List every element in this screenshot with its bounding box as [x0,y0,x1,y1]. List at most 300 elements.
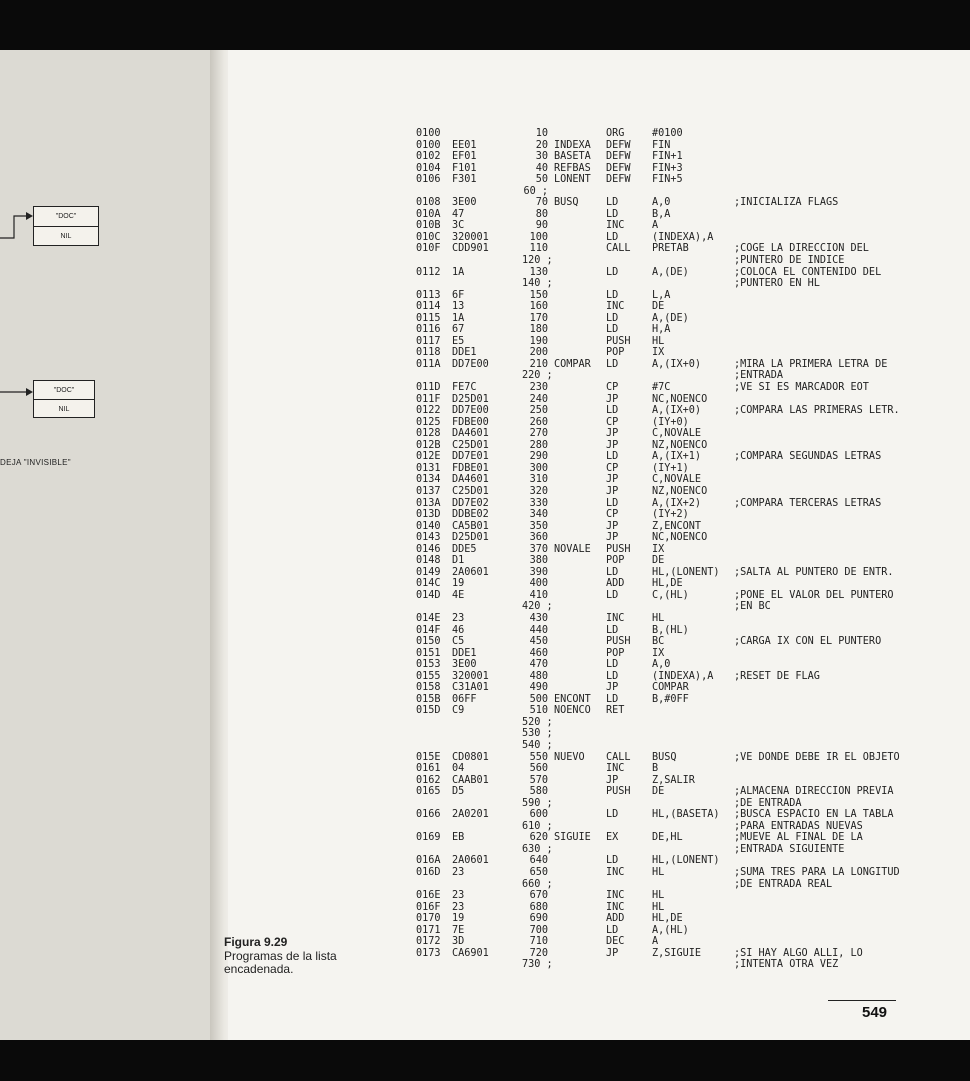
listing-line-number: 470 [529,659,548,671]
listing-comment: ;COLOCA EL CONTENIDO DEL [734,266,882,278]
listing-machine-code: CA6901 [452,947,489,959]
listing-line-number: 720 [529,947,548,959]
listing-opcode: RET [606,705,625,717]
listing-machine-code: E5 [452,335,465,347]
listing-opcode: DEFW [606,151,631,163]
listing-line-number: 70 [535,197,548,209]
listing-machine-code: 3E00 [452,659,477,671]
listing-operand: A,(DE) [652,312,689,324]
listing-operand: DE [652,301,665,313]
listing-machine-code: 04 [452,763,465,775]
listing-line-number: 650 [529,867,548,878]
listing-line-number: 120 ; [522,255,553,267]
listing-address: 0155 [416,670,441,682]
listing-line-number: 670 [529,890,548,902]
listing-machine-code: 47 [452,208,465,220]
listing-machine-code: FDBE00 [452,416,489,428]
listing-line-number: 30 [535,151,548,163]
listing-line-number: 680 [529,901,548,913]
listing-machine-code: 67 [452,324,465,336]
listing-opcode: LD [606,405,619,417]
listing-machine-code: 46 [452,624,465,636]
listing-opcode: ADD [606,578,625,590]
listing-address: 0172 [416,936,441,948]
listing-opcode: LD [606,809,619,821]
listing-operand: DE [652,786,665,798]
listing-machine-code: 23 [452,890,465,902]
listing-opcode: LD [606,324,619,336]
listing-comment: ;INTENTA OTRA VEZ [734,959,839,971]
listing-comment: ;PUNTERO DE INDICE [734,255,845,267]
listing-machine-code: FE7C [452,382,477,394]
listing-line-number: 500 [529,693,548,705]
listing-operand: HL,DE [652,913,683,925]
listing-machine-code: 3D [452,936,465,948]
listing-comment: ;INICIALIZA FLAGS [734,197,839,209]
listing-address: 0151 [416,647,441,659]
listing-line-number: 60 ; [523,185,548,197]
listing-address: 016E [416,890,441,902]
listing-operand: A,(HL) [652,924,689,936]
listing-opcode: CP [606,416,619,428]
listing-operand: B,A [652,208,671,220]
node-value-cell: "DOC" [55,213,77,220]
listing-address: 0137 [416,485,441,497]
listing-machine-code: 1A [452,266,465,278]
listing-operand: HL [652,612,665,624]
listing-operand: A,0 [652,197,671,209]
listing-machine-code: 6F [452,289,465,301]
listing-opcode: CP [606,382,619,394]
listing-opcode: LD [606,624,619,636]
listing-machine-code: F101 [452,162,477,174]
listing-operand: HL,DE [652,578,683,590]
listing-label: INDEXA [554,139,591,151]
listing-operand: #7C [652,382,671,394]
listing-address: 014C [416,578,441,590]
listing-opcode: JP [606,520,619,532]
listing-machine-code: CD0801 [452,751,489,763]
listing-operand: COMPAR [652,682,689,694]
listing-opcode: DEFW [606,162,631,174]
listing-machine-code: 3E00 [452,197,477,209]
listing-opcode: JP [606,485,619,497]
listing-opcode: EX [606,832,619,844]
listing-opcode: PUSH [606,335,631,347]
listing-machine-code: C5 [452,636,465,648]
listing-address: 0153 [416,659,441,671]
listing-machine-code: 2A0601 [452,855,489,867]
listing-operand: DE [652,555,665,567]
listing-line-number: 230 [529,382,548,394]
linked-list-diagram [0,50,222,1040]
listing-line-number: 10 [535,128,548,139]
listing-comment: ;PARA ENTRADAS NUEVAS [734,820,863,832]
listing-line-number: 530 ; [522,728,553,740]
listing-line-number: 480 [529,670,548,682]
listing-opcode: PUSH [606,543,631,555]
listing-line-number: 170 [529,312,548,324]
listing-comment: ;COMPARA LAS PRIMERAS LETR. [734,405,900,417]
listing-opcode: LD [606,451,619,463]
listing-machine-code: D1 [452,555,465,567]
listing-machine-code: DDE1 [452,347,477,359]
listing-address: 0104 [416,162,441,174]
listing-line-number: 140 ; [522,278,553,290]
listing-line-number: 360 [529,532,548,544]
listing-address: 016A [416,855,441,867]
listing-operand: H,A [652,324,671,336]
listing-opcode: LD [606,670,619,682]
listing-opcode: PUSH [606,786,631,798]
listing-opcode: INC [606,301,625,313]
listing-opcode: CALL [606,243,631,255]
listing-line-number: 90 [535,220,548,232]
listing-opcode: JP [606,682,619,694]
listing-label: COMPAR [554,358,591,370]
listing-line-number: 40 [535,162,548,174]
listing-line-number: 20 [535,139,548,151]
listing-opcode: LD [606,358,619,370]
listing-address: 0116 [416,324,441,336]
listing-address: 0125 [416,416,441,428]
listing-address: 0117 [416,335,441,347]
listing-line-number: 730 ; [522,959,553,971]
listing-opcode: LD [606,659,619,671]
listing-address: 0102 [416,151,441,163]
figure-title: Figura 9.29 [224,935,288,949]
listing-machine-code: EF01 [452,151,477,163]
listing-comment: ;COGE LA DIRECCION DEL [734,243,869,255]
listing-machine-code: 06FF [452,693,477,705]
listing-address: 0149 [416,566,441,578]
listing-machine-code: 320001 [452,231,489,243]
listing-machine-code: 19 [452,578,465,590]
listing-address: 015D [416,705,441,717]
listing-machine-code: 320001 [452,670,489,682]
listing-machine-code: D25D01 [452,532,489,544]
listing-address: 010B [416,220,441,232]
listing-comment: ;SUMA TRES PARA LA LONGITUD [734,867,900,878]
listing-operand: A,0 [652,659,671,671]
listing-machine-code: CDD901 [452,243,489,255]
listing-comment: ;PUNTERO EN HL [734,278,820,290]
listing-address: 0100 [416,128,441,139]
listing-line-number: 100 [529,231,548,243]
listing-address: 015B [416,693,441,705]
page-number: 549 [862,1004,888,1021]
listing-operand: B [652,763,659,775]
listing-operand: A [652,220,659,232]
right-page [228,50,970,1040]
listing-operand: Z,SIGUIE [652,947,702,959]
listing-label: REFBAS [554,162,591,174]
listing-address: 010C [416,231,441,243]
listing-operand: NC,NOENCO [652,532,708,544]
listing-address: 014E [416,612,441,624]
listing-line-number: 640 [529,855,548,867]
listing-label: LONENT [554,174,591,186]
listing-operand: A [652,936,659,948]
listing-opcode: JP [606,439,619,451]
listing-line-number: 50 [535,174,548,186]
listing-line-number: 630 ; [522,843,553,855]
listing-operand: BC [652,636,665,648]
listing-machine-code: DD7E00 [452,358,489,370]
listing-machine-code: EB [452,832,465,844]
listing-address: 0113 [416,289,441,301]
listing-operand: HL,(BASETA) [652,809,720,821]
listing-opcode: LD [606,497,619,509]
listing-machine-code: 23 [452,612,465,624]
listing-machine-code: DD7E01 [452,451,489,463]
listing-line-number: 700 [529,924,548,936]
listing-machine-code: D25D01 [452,393,489,405]
listing-opcode: CP [606,462,619,474]
listing-machine-code: CA5B01 [452,520,489,532]
listing-line-number: 710 [529,936,548,948]
listing-label: ENCONT [554,693,591,705]
listing-comment: ;RESET DE FLAG [734,670,820,682]
listing-comment: ;DE ENTRADA REAL [734,878,833,890]
listing-machine-code: DDBE02 [452,509,489,521]
listing-address: 0162 [416,774,441,786]
listing-address: 0134 [416,474,441,486]
listing-comment: ;VE SI ES MARCADOR EOT [734,382,869,394]
listing-line-number: 150 [529,289,548,301]
listing-address: 0150 [416,636,441,648]
listing-line-number: 180 [529,324,548,336]
listing-machine-code: DDE5 [452,543,477,555]
listing-operand: (IY+0) [652,416,689,428]
listing-address: 015E [416,751,441,763]
listing-opcode: JP [606,532,619,544]
listing-line-number: 490 [529,682,548,694]
listing-label: NOVALE [554,543,591,555]
listing-opcode: LD [606,589,619,601]
listing-machine-code: EE01 [452,139,477,151]
listing-address: 0166 [416,809,441,821]
figure-description: Programas de la lista encadenada. [224,948,337,976]
listing-address: 012B [416,439,441,451]
listing-comment: ;DE ENTRADA [734,797,802,809]
listing-comment: ;ALMACENA DIRECCION PREVIA [734,786,894,798]
listing-line-number: 590 ; [522,797,553,809]
listing-line-number: 600 [529,809,548,821]
listing-operand: PRETAB [652,243,689,255]
listing-label: NUEVO [554,751,585,763]
listing-comment: ;COMPARA TERCERAS LETRAS [734,497,882,509]
listing-address: 0148 [416,555,441,567]
listing-operand: HL [652,901,665,913]
listing-opcode: INC [606,612,625,624]
listing-address: 0106 [416,174,441,186]
listing-opcode: ORG [606,128,625,139]
listing-opcode: JP [606,947,619,959]
listing-operand: B,#0FF [652,693,689,705]
listing-line-number: 240 [529,393,548,405]
listing-address: 0146 [416,543,441,555]
listing-operand: Z,SALIR [652,774,695,786]
listing-line-number: 80 [535,208,548,220]
listing-line-number: 520 ; [522,716,553,728]
listing-opcode: DEFW [606,174,631,186]
listing-address: 010F [416,243,441,255]
listing-operand: C,NOVALE [652,428,702,440]
listing-machine-code: C25D01 [452,485,489,497]
listing-operand: A,(IX+0) [652,358,702,370]
figure-caption [224,936,394,977]
listing-line-number: 390 [529,566,548,578]
listing-machine-code: CAAB01 [452,774,489,786]
listing-opcode: JP [606,428,619,440]
listing-opcode: JP [606,393,619,405]
listing-operand: HL,(LONENT) [652,566,720,578]
listing-machine-code: 4E [452,589,465,601]
listing-operand: L,A [652,289,671,301]
listing-operand: #0100 [652,128,683,139]
listing-operand: FIN+1 [652,151,683,163]
listing-operand: (IY+1) [652,462,689,474]
listing-opcode: LD [606,197,619,209]
listing-machine-code: F301 [452,174,477,186]
listing-operand: C,NOVALE [652,474,702,486]
listing-address: 016F [416,901,441,913]
listing-opcode: PUSH [606,636,631,648]
listing-line-number: 220 ; [522,370,553,382]
listing-machine-code: 2A0601 [452,566,489,578]
left-page [0,50,222,1040]
listing-operand: NZ,NOENCO [652,439,708,451]
listing-operand: HL [652,890,665,902]
listing-operand: FIN+3 [652,162,683,174]
listing-address: 0140 [416,520,441,532]
listing-address: 0112 [416,266,441,278]
listing-opcode: INC [606,220,625,232]
listing-opcode: LD [606,266,619,278]
listing-address: 0143 [416,532,441,544]
listing-comment: ;COMPARA SEGUNDAS LETRAS [734,451,882,463]
listing-operand: NZ,NOENCO [652,485,708,497]
listing-address: 010A [416,208,441,220]
listing-opcode: POP [606,647,625,659]
listing-comment: ;MIRA LA PRIMERA LETRA DE [734,358,888,370]
listing-machine-code: DA4601 [452,428,489,440]
node-pointer-cell: NIL [34,226,98,246]
listing-address: 0158 [416,682,441,694]
listing-machine-code: DD7E00 [452,405,489,417]
listing-opcode: INC [606,763,625,775]
listing-machine-code: DDE1 [452,647,477,659]
listing-line-number: 340 [529,509,548,521]
listing-address: 014F [416,624,441,636]
listing-address: 013A [416,497,441,509]
listing-operand: FIN+5 [652,174,683,186]
listing-machine-code: 3C [452,220,465,232]
listing-operand: HL,(LONENT) [652,855,720,867]
listing-line-number: 210 [529,358,548,370]
listing-opcode: LD [606,566,619,578]
listing-opcode: JP [606,474,619,486]
listing-comment: ;ENTRADA SIGUIENTE [734,843,845,855]
listing-address: 0128 [416,428,441,440]
listing-line-number: 450 [529,636,548,648]
listing-opcode: LD [606,208,619,220]
listing-line-number: 660 ; [522,878,553,890]
listing-line-number: 130 [529,266,548,278]
list-node-box-1 [33,206,99,246]
listing-comment: ;SALTA AL PUNTERO DE ENTR. [734,566,894,578]
node-pointer-cell: NIL [34,399,94,418]
listing-operand: DE,HL [652,832,683,844]
listing-line-number: 570 [529,774,548,786]
listing-operand: A,(DE) [652,266,689,278]
listing-line-number: 310 [529,474,548,486]
listing-line-number: 380 [529,555,548,567]
listing-line-number: 690 [529,913,548,925]
listing-opcode: ADD [606,913,625,925]
listing-operand: IX [652,347,665,359]
listing-operand: A,(IX+2) [652,497,702,509]
listing-line-number: 580 [529,786,548,798]
listing-address: 0108 [416,197,441,209]
listing-operand: A,(IX+0) [652,405,702,417]
listing-address: 0165 [416,786,441,798]
listing-address: 013D [416,509,441,521]
listing-operand: Z,ENCONT [652,520,702,532]
listing-line-number: 110 [529,243,548,255]
listing-machine-code: 7E [452,924,465,936]
listing-address: 0122 [416,405,441,417]
listing-address: 012E [416,451,441,463]
listing-operand: B,(HL) [652,624,689,636]
listing-machine-code: 23 [452,867,465,878]
listing-address: 0100 [416,139,441,151]
listing-line-number: 430 [529,612,548,624]
bottom-edge [0,1040,970,1081]
listing-line-number: 290 [529,451,548,463]
listing-opcode: CALL [606,751,631,763]
listing-opcode: JP [606,774,619,786]
listing-comment: ;PONE EL VALOR DEL PUNTERO [734,589,894,601]
listing-address: 0171 [416,924,441,936]
listing-opcode: CP [606,509,619,521]
listing-line-number: 270 [529,428,548,440]
listing-machine-code: D5 [452,786,465,798]
listing-machine-code: 19 [452,913,465,925]
listing-opcode: LD [606,312,619,324]
listing-opcode: INC [606,890,625,902]
listing-comment: ;SI HAY ALGO ALLI, LO [734,947,863,959]
listing-line-number: 260 [529,416,548,428]
listing-machine-code: DD7E02 [452,497,489,509]
listing-opcode: LD [606,924,619,936]
listing-opcode: LD [606,855,619,867]
listing-opcode: POP [606,555,625,567]
listing-comment: ;BUSCA ESPACIO EN LA TABLA [734,809,894,821]
listing-machine-code: C31A01 [452,682,489,694]
listing-line-number: 330 [529,497,548,509]
listing-operand: A,(IX+1) [652,451,702,463]
listing-operand: (INDEXA),A [652,231,714,243]
listing-line-number: 410 [529,589,548,601]
page-number-rule [828,1000,896,1001]
listing-machine-code: 1A [452,312,465,324]
listing-operand: BUSQ [652,751,677,763]
listing-line-number: 190 [529,335,548,347]
listing-opcode: POP [606,347,625,359]
listing-operand: C,(HL) [652,589,689,601]
